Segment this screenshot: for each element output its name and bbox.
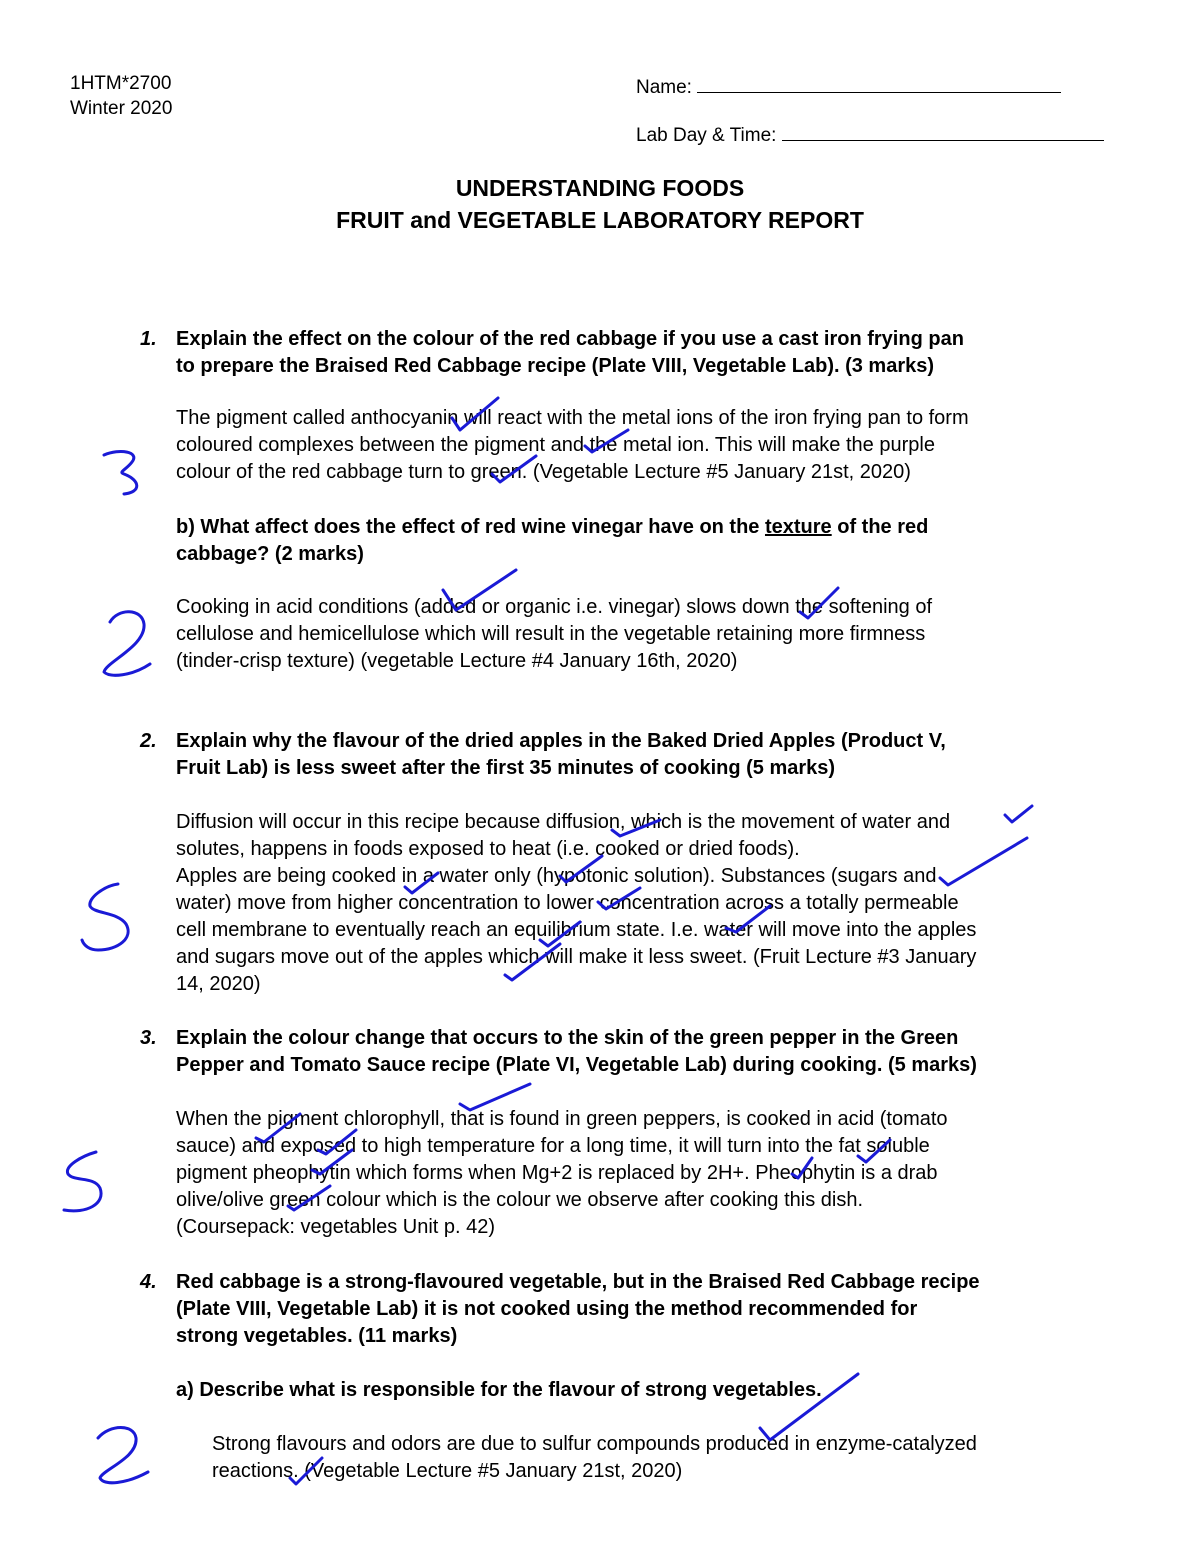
term: Winter 2020 (70, 98, 173, 119)
q1-answer: The pigment called anthocyanin will react with the metal ions of the iron frying pan to form coloured complexes between the pigment and the metal ion. This will make the purple colour of the red cabbage turn to green. (Vegetable Lecture #5 January 21st, 2020) (176, 407, 969, 483)
q1-prompt: Explain the effect on the colour of the red cabbage if you use a cast iron frying pan to prepare the Braised Red Cabbage recipe (Plate VIII, Vegetable Lab). (3 marks) (176, 328, 964, 377)
lab-label: Lab Day & Time: (636, 125, 777, 146)
title-line-1: UNDERSTANDING FOODS (455, 175, 745, 201)
q4a-prompt: a) Describe what is responsible for the flavour of strong vegetables. (176, 1379, 822, 1401)
q4a-answer: Strong flavours and odors are due to sulfur compounds produced in enzyme-catalyzed reactions. (Vegetable Lecture #5 January 21st, 2020) (212, 1433, 977, 1482)
q1-number: 1. (140, 328, 157, 350)
grade-5-q2 (82, 884, 128, 950)
lab-blank (782, 122, 1104, 141)
title-line-2: FRUIT and VEGETABLE LABORATORY REPORT (336, 207, 864, 233)
q1b-prompt: b) What affect does the effect of red wine vinegar have on the texture of the red cabbage? (2 marks) (176, 516, 929, 565)
name-label: Name: (636, 77, 692, 98)
q2-prompt: Explain why the flavour of the dried apples in the Baked Dried Apples (Product V, Fruit Lab) is less sweet after the first 35 minutes of cooking (5 marks) (176, 730, 946, 779)
q4-prompt: Red cabbage is a strong-flavoured vegetable, but in the Braised Red Cabbage recipe (Plate VIII, Vegetable Lab) it is not cooked using the method recommended for strong vegetables. (11 marks) (176, 1271, 980, 1347)
q3-number: 3. (140, 1027, 157, 1049)
q3-prompt: Explain the colour change that occurs to the skin of the green pepper in the Green Pepper and Tomato Sauce recipe (Plate VI, Vegetable Lab) during cooking. (5 marks) (176, 1027, 977, 1076)
grade-5-q3 (64, 1152, 101, 1211)
q4-number: 4. (140, 1271, 157, 1293)
check-mark (1005, 806, 1032, 822)
q2-answer: Diffusion will occur in this recipe because diffusion, which is the movement of water and solutes, happens in foods exposed to heat (i.e. cooked or dried foods). Apples are being cooked in a water only (hypotonic solution). Substances (sugars and water) move from higher concentration to lower concentration across a totally permeable cell membrane to eventually reach an equilibrium state. I.e. water will move into the apples and sugars move out of the apples which will make it less sweet. (Fruit Lecture #3 January 14, 2020) (176, 811, 977, 995)
grade-3-q1 (104, 451, 137, 494)
name-blank (697, 74, 1061, 93)
name-field (636, 74, 1061, 100)
grade-2-q1b (104, 612, 150, 676)
q1b-answer: Cooking in acid conditions (added or organic i.e. vinegar) slows down the softening of cellulose and hemicellulose which will result in the vegetable retaining more firmness (tinder-crisp texture) (vegetable Lecture #4 January 16th, 2020) (176, 596, 932, 672)
course-code: 1HTM*2700 (70, 73, 172, 94)
lab-field (636, 122, 1104, 148)
q2-number: 2. (140, 730, 157, 752)
grade-2-q4 (98, 1428, 148, 1483)
q3-answer: When the pigment chlorophyll, that is found in green peppers, is cooked in acid (tomato sauce) and exposed to high temperature for a long time, it will turn into the fat soluble pigment pheophytin which forms when Mg+2 is replaced by 2H+. Pheophytin is a drab olive/olive green colour which is the colour we observe after cooking this dish. (Coursepack: vegetables Unit p. 42) (176, 1108, 948, 1238)
